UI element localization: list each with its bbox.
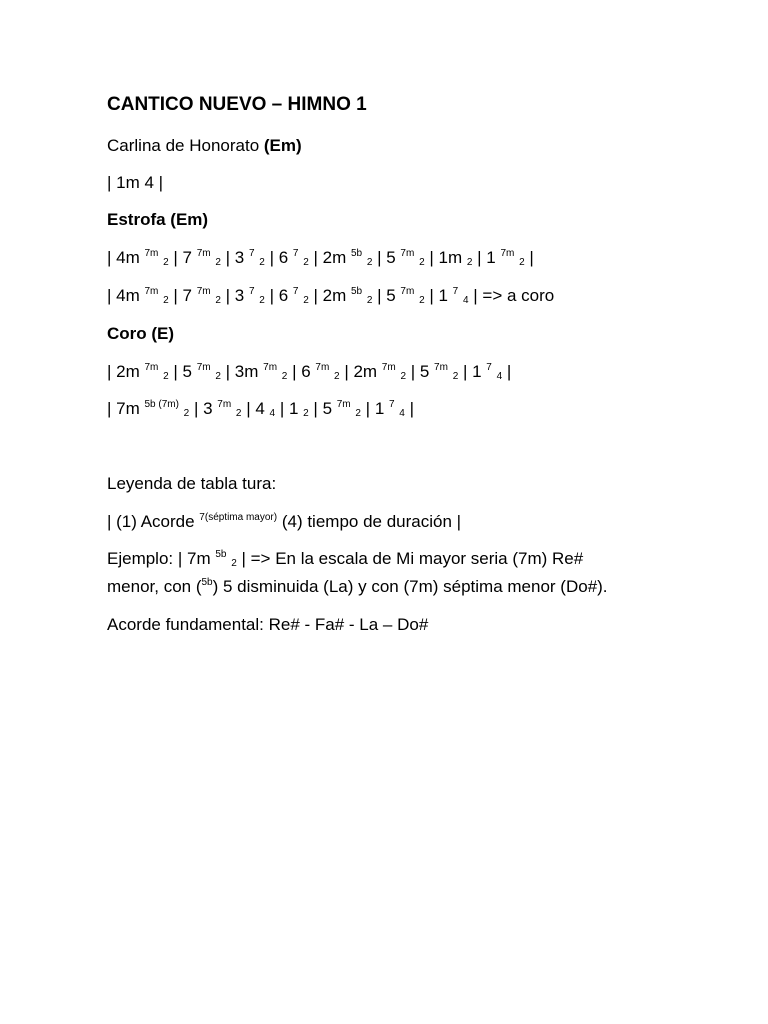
chord-duration: 2 — [235, 408, 242, 419]
chord-duration: 2 — [303, 295, 309, 306]
chord-duration: 2 — [303, 408, 309, 419]
chord-text: | 1 — [275, 399, 304, 418]
chord-duration: 2 — [281, 371, 288, 382]
chord-duration: 2 — [303, 257, 309, 268]
intro-line: | 1m 4 | — [107, 173, 164, 192]
coro-line-2 — [107, 398, 414, 420]
chord-duration: 4 — [496, 371, 503, 382]
legend-line-sup: 7(séptima mayor) — [199, 512, 278, 523]
chord-extension: 7m — [144, 362, 159, 373]
chord-text: | 1 — [360, 399, 389, 418]
legend-line-post: (4) tiempo de duración | — [277, 512, 462, 531]
chord-text: | => a coro — [468, 286, 555, 305]
chord-duration: 2 — [366, 295, 373, 306]
chord-extension: 5b — [350, 286, 363, 297]
chord-duration: 2 — [163, 371, 169, 382]
chord-text: | 5 — [406, 362, 435, 381]
chord-extension: 7 — [248, 248, 255, 259]
example-sup: 5b — [215, 549, 227, 560]
chord-extension: 7m — [315, 362, 330, 373]
chord-text: | 6 — [287, 362, 316, 381]
chord-text: | 7 — [168, 286, 197, 305]
chord-extension: 7m — [434, 362, 448, 373]
chord-text: | 2m — [339, 362, 382, 381]
chord-text: | 2m — [107, 362, 145, 381]
example-pre: Ejemplo: | 7m — [107, 549, 216, 568]
chord-extension: 7m — [500, 248, 515, 259]
chord-text: | 3 — [220, 286, 249, 305]
chord-extension: 5b — [350, 248, 363, 259]
chord-duration: 2 — [259, 257, 265, 268]
chord-duration: 4 — [399, 408, 405, 419]
chord-extension: 7m — [400, 248, 415, 259]
author-line — [107, 135, 302, 157]
estrofa-line-1 — [107, 247, 534, 269]
author-name: Carlina de Honorato — [107, 136, 260, 155]
chord-text: | 1 — [458, 362, 487, 381]
page-title: CANTICO NUEVO – HIMNO 1 — [107, 94, 367, 115]
chord-duration: 4 — [269, 408, 276, 419]
chord-text: | 1 — [424, 286, 453, 305]
chord-duration: 2 — [215, 371, 221, 382]
example-post: | => En la escala de Mi mayor seria (7m) Re# — [236, 549, 584, 568]
chord-text: | 2m — [308, 248, 351, 267]
chord-duration: 2 — [183, 408, 190, 419]
chord-extension: 7m — [263, 362, 278, 373]
chord-text: | 5 — [372, 248, 401, 267]
chord-text: | 5 — [308, 399, 337, 418]
chord-extension: 7m — [217, 399, 232, 410]
chord-duration: 2 — [366, 257, 373, 268]
chord-text: | 3m — [220, 362, 264, 381]
example2-post: ) 5 disminuida (La) y con (7m) séptima menor (Do#). — [212, 577, 608, 596]
chord-extension: 7 — [389, 399, 395, 410]
chord-duration: 2 — [419, 295, 425, 306]
chord-text: | — [502, 362, 512, 381]
chord-extension: 7m — [144, 248, 159, 259]
chord-duration: 2 — [215, 295, 221, 306]
chord-extension: 7 — [248, 286, 255, 297]
example-sub: 2 — [231, 558, 237, 569]
chord-extension: 7m — [144, 286, 159, 297]
chord-duration: 2 — [466, 257, 473, 268]
example-line-2 — [107, 576, 608, 598]
fundamental-line: Acorde fundamental: Re# - Fa# - La – Do# — [107, 615, 429, 634]
chord-duration: 2 — [452, 371, 459, 382]
coro-heading: Coro (E) — [107, 324, 175, 343]
chord-duration: 2 — [419, 257, 425, 268]
chord-extension: 7 — [486, 362, 492, 373]
chord-text: | 7m — [107, 399, 145, 418]
chord-duration: 2 — [259, 295, 265, 306]
chord-text: | 6 — [264, 286, 293, 305]
chord-text: | 5 — [168, 362, 197, 381]
chord-extension: 7m — [196, 248, 211, 259]
chord-duration: 2 — [163, 295, 169, 306]
chord-text: | 1m — [424, 248, 467, 267]
example2-pre: menor, con ( — [107, 577, 202, 596]
chord-text: | 4 — [241, 399, 270, 418]
chord-text: | 4m — [107, 286, 145, 305]
coro-line-1 — [107, 361, 511, 383]
chord-text: | 7 — [168, 248, 197, 267]
chord-duration: 2 — [163, 257, 169, 268]
legend-heading: Leyenda de tabla tura: — [107, 474, 277, 493]
chord-duration: 2 — [334, 371, 340, 382]
chord-duration: 2 — [215, 257, 221, 268]
chord-text: | 3 — [220, 248, 249, 267]
chord-extension: 7m — [381, 362, 396, 373]
chord-text: | 3 — [189, 399, 218, 418]
chord-text: | 1 — [472, 248, 501, 267]
chord-extension: 7 — [452, 286, 459, 297]
legend-line-pre: | (1) Acorde — [107, 512, 200, 531]
chord-text: | 5 — [372, 286, 401, 305]
chord-text: | — [404, 399, 414, 418]
estrofa-heading: Estrofa (Em) — [107, 210, 209, 229]
estrofa-line-2 — [107, 285, 554, 307]
author-key: (Em) — [263, 136, 302, 155]
chord-extension: 7m — [196, 286, 211, 297]
legend-line — [107, 511, 461, 533]
chord-duration: 2 — [400, 371, 406, 382]
chord-duration: 2 — [355, 408, 361, 419]
chord-extension: 7m — [196, 362, 211, 373]
chord-text: | 2m — [308, 286, 351, 305]
chord-text: | — [524, 248, 534, 267]
chord-duration: 2 — [519, 257, 525, 268]
chord-text: | 4m — [107, 248, 145, 267]
chord-extension: 7m — [400, 286, 415, 297]
chord-extension: 7 — [292, 286, 299, 297]
example2-sup: 5b — [201, 577, 213, 588]
chord-extension: 7 — [292, 248, 299, 259]
chord-text: | 6 — [264, 248, 293, 267]
chord-duration: 4 — [462, 295, 469, 306]
chord-extension: 5b (7m) — [144, 399, 179, 410]
chord-extension: 7m — [336, 399, 351, 410]
example-line — [107, 548, 583, 570]
